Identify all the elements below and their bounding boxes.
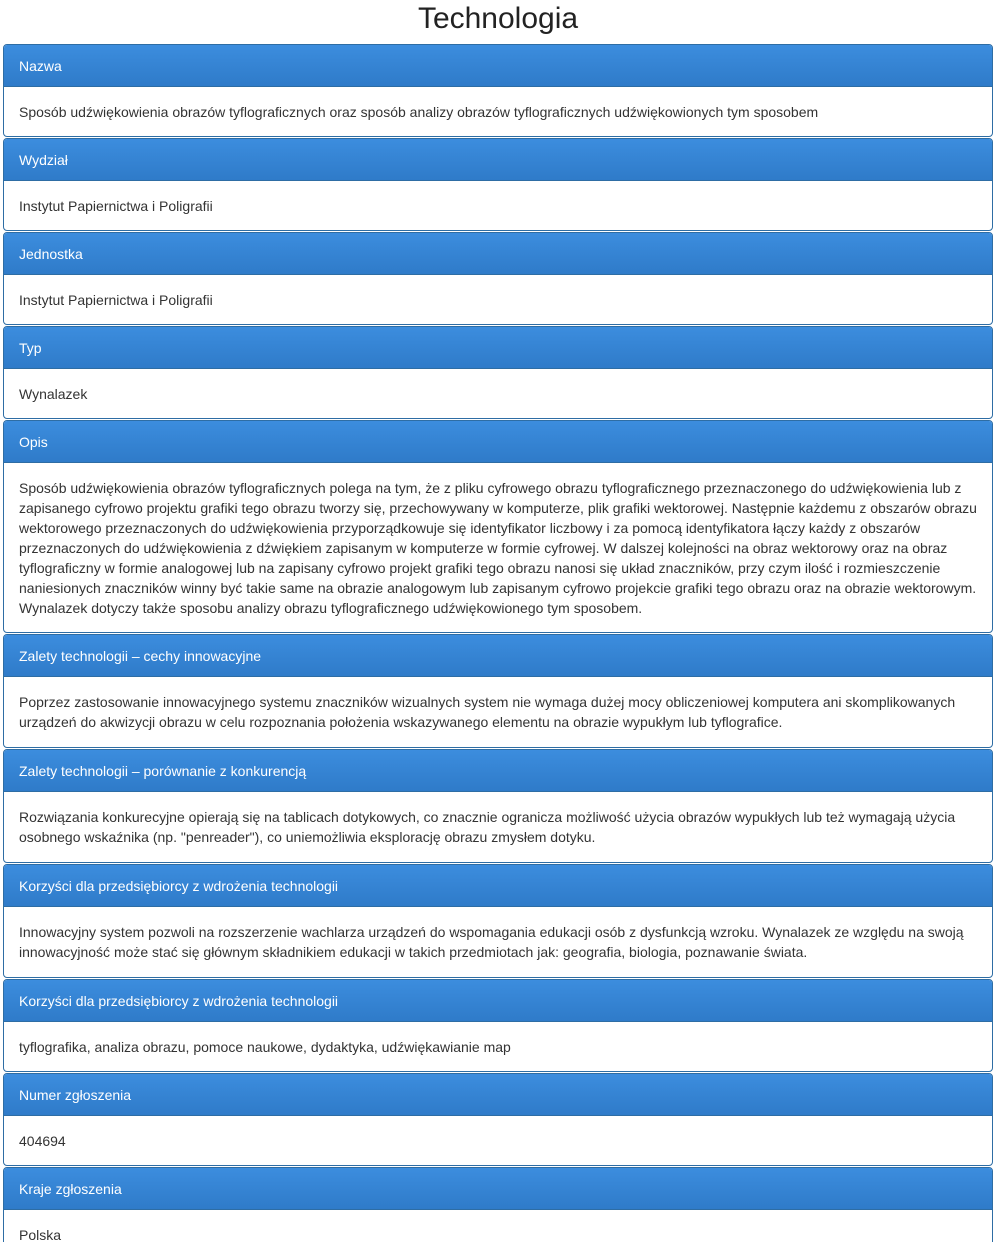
panel-body-slowa-kluczowe xyxy=(4,1022,992,1071)
panel-opis xyxy=(3,420,993,633)
panel-body-nazwa xyxy=(4,87,992,136)
panel-body-numer-zgloszenia xyxy=(4,1116,992,1165)
panel-slowa-kluczowe xyxy=(3,979,993,1072)
panel-typ xyxy=(3,326,993,419)
panel-heading-wydzial: Wydział xyxy=(4,139,992,181)
page-title: Technologia xyxy=(417,2,579,35)
technology-panels xyxy=(0,40,996,1242)
panel-heading-kraje-zgloszenia: Kraje zgłoszenia xyxy=(4,1168,992,1210)
panel-text-numer-zgloszenia: 404694 xyxy=(19,1132,66,1149)
panel-text-zalety-innowacyjne: Poprzez zastosowanie innowacyjnego systemu znaczników wizualnych system nie wymaga dużej mocy obliczeniowej komputera ani skomplikowanych urządzeń do akwizycji obrazu w celu rozpoznania położenia wskazywanego elementu na obrazie wypukłym lub tyflografice. xyxy=(19,694,956,730)
panel-heading-jednostka: Jednostka xyxy=(4,233,992,275)
panel-jednostka xyxy=(3,232,993,325)
panel-zalety-konkurencja xyxy=(3,749,993,863)
panel-heading-zalety-innowacyjne: Zalety technologii – cechy innowacyjne xyxy=(4,635,992,677)
panel-body-typ xyxy=(4,369,992,418)
panel-body-kraje-zgloszenia xyxy=(4,1210,992,1242)
panel-heading-korzysci: Korzyści dla przedsiębiorcy z wdrożenia technologii xyxy=(4,865,992,907)
panel-text-zalety-konkurencja: Rozwiązania konkurecyjne opierają się na tablicach dotykowych, co znacznie ogranicza możliwość użycia obrazów wypukłych lub też wymagają użycia osobnego wskaźnika (np. "penreader"), co uniemożliwia eksplorację obrazu zmysłem dotyku. xyxy=(19,809,956,845)
panel-heading-numer-zgloszenia: Numer zgłoszenia xyxy=(4,1074,992,1116)
panel-text-jednostka: Instytut Papiernictwa i Poligrafii xyxy=(19,291,213,308)
panel-heading-nazwa: Nazwa xyxy=(4,45,992,87)
panel-text-slowa-kluczowe: tyflografika, analiza obrazu, pomoce naukowe, dydaktyka, udźwiękawianie map xyxy=(19,1038,511,1055)
panel-zalety-innowacyjne xyxy=(3,634,993,748)
panel-heading-opis: Opis xyxy=(4,421,992,463)
panel-body-opis xyxy=(4,463,992,632)
panel-text-nazwa: Sposób udźwiękowienia obrazów tyflograficznych oraz sposób analizy obrazów tyflograficznych udźwiękowionych tym sposobem xyxy=(19,103,819,120)
panel-text-korzysci: Innowacyjny system pozwoli na rozszerzenie wachlarza urządzeń do wspomagania edukacji osób z dysfunkcją wzroku. Wynalazek ze względu na swoją innowacyjność może stać się głównym składnikiem edukacji w takich przedmiotach jak: geografia, biologia, poznawanie świata. xyxy=(19,924,964,960)
panel-body-jednostka xyxy=(4,275,992,324)
panel-heading-slowa-kluczowe: Korzyści dla przedsiębiorcy z wdrożenia technologii xyxy=(4,980,992,1022)
panel-heading-zalety-konkurencja: Zalety technologii – porównanie z konkurencją xyxy=(4,750,992,792)
panel-heading-typ: Typ xyxy=(4,327,992,369)
panel-body-zalety-konkurencja xyxy=(4,792,992,862)
panel-text-wydzial: Instytut Papiernictwa i Poligrafii xyxy=(19,197,213,214)
panel-korzysci xyxy=(3,864,993,978)
panel-nazwa xyxy=(3,44,993,137)
panel-text-kraje-zgloszenia: Polska xyxy=(19,1226,62,1242)
panel-numer-zgloszenia xyxy=(3,1073,993,1166)
panel-body-zalety-innowacyjne xyxy=(4,677,992,747)
panel-body-korzysci xyxy=(4,907,992,977)
panel-wydzial xyxy=(3,138,993,231)
panel-text-typ: Wynalazek xyxy=(19,385,88,402)
panel-text-opis: Sposób udźwiękowienia obrazów tyflograficznych polega na tym, że z pliku cyfrowego obrazu tyflograficznego przeznaczonego do udźwiękowienia lub z zapisanego cyfrowo projektu grafiki tego obrazu tworzy się, przechowywany w komputerze, plik grafiki wektorowej. Następnie każdemu z obszarów obrazu wektorowego przeznaczonych do udźwiękowienia przyporządkowuje się identyfikator liczbowy i za pomocą identyfikatora łączy każdy z obszarów przeznaczonych do udźwiękowienia z dźwiękiem zapisanym w komputerze w formie cyfrowej. W dalszej kolejności na obraz wektorowy oraz na obraz tyflograficzny w formie analogowej lub na zapisany cyfrowo projekt grafiki tego obrazu nanosi się układ znaczników, przy czym ilość i rozmieszczenie naniesionych znaczników winny być takie same na obrazie analogowym lub zapisanym cyfrowo projekcie grafiki tego obrazu oraz na obrazie wektorowym. Wynalazek dotyczy także sposobu analizy obrazu tyflograficznego udźwiękowionego tym sposobem. xyxy=(19,479,977,616)
panel-body-wydzial xyxy=(4,181,992,230)
panel-kraje-zgloszenia xyxy=(3,1167,993,1242)
